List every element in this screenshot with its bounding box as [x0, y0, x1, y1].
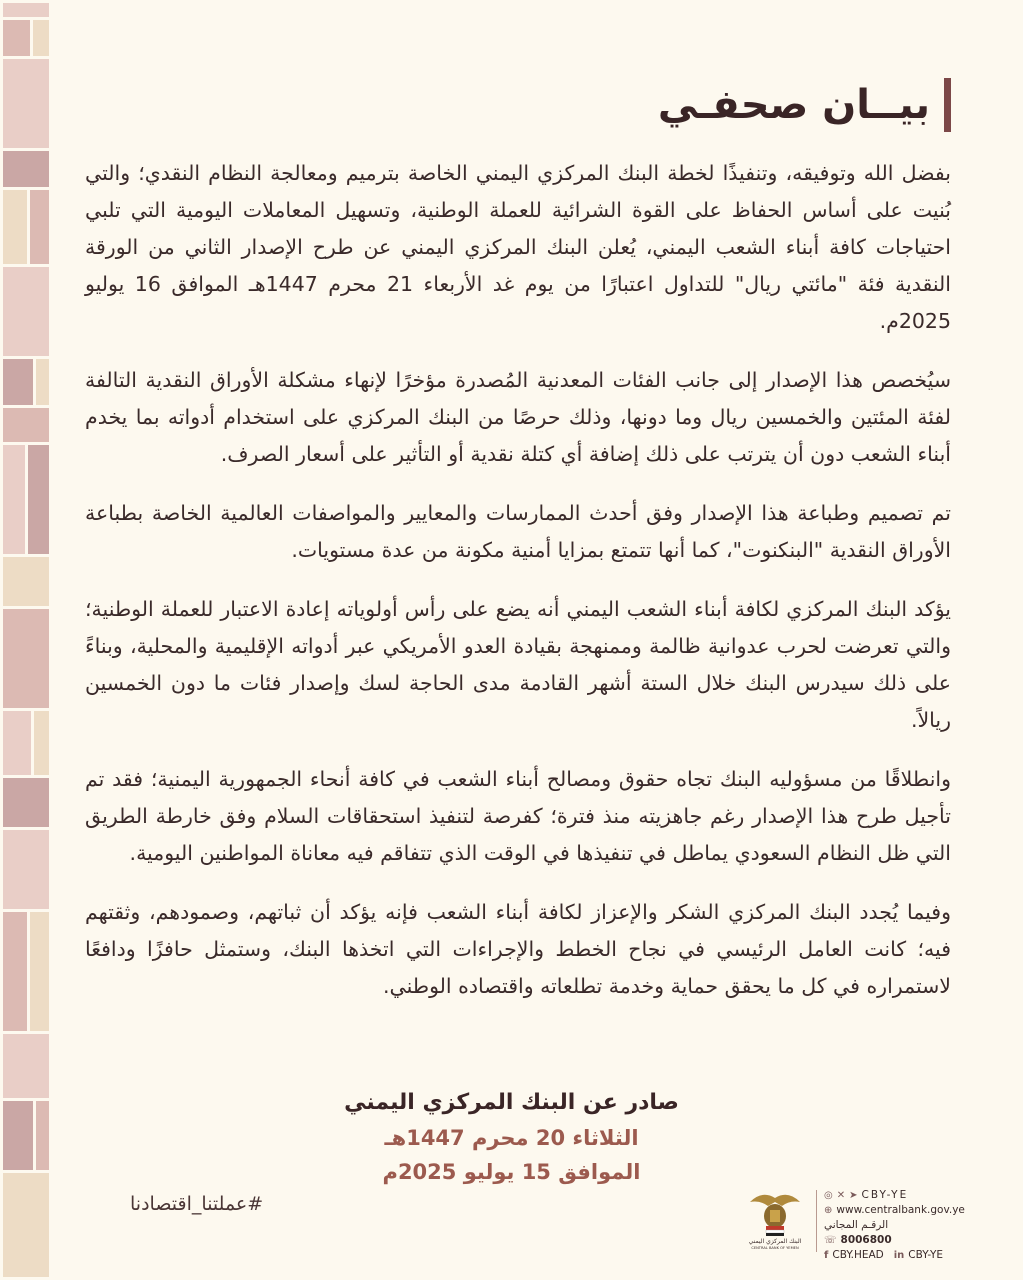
gregorian-date: الموافق 15 يوليو 2025م — [382, 1160, 641, 1184]
paragraph: وانطلاقًا من مسؤوليه البنك تجاه حقوق ومصالح أبناء الشعب في كافة أنحاء الجمهورية اليمنية؛ فقد تم تأجيل طرح هذا الإصدار رغم جاهزيته منذ فترة؛ كفرصة لتنفيذ استحقاقات السلام وفق خارطة الطريق التي ظل النظام السعودي يماطل في تنفيذها في الوقت الذي تتفاقم فيه معاناة المواطنين اليومية. — [85, 767, 951, 865]
facebook-icon: f — [824, 1250, 829, 1261]
telegram-icon: ➤ — [849, 1190, 858, 1201]
instagram-icon: ◎ — [824, 1190, 833, 1201]
footer — [742, 1188, 982, 1261]
website-row[interactable] — [824, 1203, 984, 1218]
social-accounts-row[interactable] — [824, 1248, 984, 1263]
phone-icon: ☏ — [824, 1235, 837, 1246]
facebook-handle: CBY.HEAD — [832, 1249, 884, 1261]
paragraph: يؤكد البنك المركزي لكافة أبناء الشعب اليمني أنه يضع على رأس أولوياته إعادة الاعتبار للعملة الوطنية؛ والتي تعرضت لحرب عدوانية ظالمة وممنهجة بقيادة العدو الأمريكي عبر أدواته الإقليمية والمحلية، وبناءً على ذلك سيدرس البنك خلال الستة أشهر القادمة مدى الحاجة لسك وإصدار فئات ما دون الخمسين ريالاً. — [85, 597, 951, 732]
contact-info — [824, 1188, 984, 1263]
hashtag[interactable]: #عملتنا_اقتصادنا — [130, 1193, 264, 1215]
hijri-date: الثلاثاء 20 محرم 1447هـ — [384, 1126, 639, 1150]
paragraph: بفضل الله وتوفيقه، وتنفيذًا لخطة البنك المركزي اليمني الخاصة بترميم ومعالجة النظام النقدي؛ والتي بُنيت على أساس الحفاظ على القوة الشرائية للعملة الوطنية، وتسهيل المعاملات اليومية التي تلبي احتياجات كافة أبناء الشعب اليمني، يُعلن البنك المركزي اليمني عن طرح الإصدار الثاني من الورقة النقدية فئة "مائتي ريال" للتداول اعتبارًا من يوم غد الأربعاء 21 محرم 1447هـ الموافق 16 يوليو 2025م. — [85, 161, 951, 333]
title-accent-bar — [944, 78, 951, 132]
paragraph: وفيما يُجدد البنك المركزي الشكر والإعزاز لكافة أبناء الشعب فإنه يؤكد أن ثباتهم، وصمودهم، وثقتهم فيه؛ كانت العامل الرئيسي في نجاح الخطط والإجراءات التي اتخذها البنك، وستمثل حافزًا ودافعًا لاستمراره في كل ما يحقق حماية وخدمة تطلعاته واقتصاده الوطني. — [85, 900, 951, 998]
logo-text-ar: البنك المركزي اليمني — [748, 1238, 802, 1245]
social-row[interactable] — [824, 1188, 984, 1203]
page-title: بيــان صحفـي — [657, 82, 930, 128]
x-icon: ✕ — [836, 1190, 846, 1201]
statement-body — [85, 155, 951, 1027]
paragraph: تم تصميم وطباعة هذا الإصدار وفق أحدث الممارسات والمعايير والمواصفات العالمية الخاصة بطباعة الأوراق النقدية "البنكنوت"، كما أنها تتمتع بمزايا أمنية مكونة من عدة مستويات. — [85, 501, 951, 562]
website: www.centralbank.gov.ye — [836, 1204, 965, 1216]
tollfree-row — [824, 1218, 984, 1233]
issuer-name: صادر عن البنك المركزي اليمني — [344, 1090, 679, 1115]
tollfree-number: 8006800 — [840, 1234, 892, 1246]
footer-divider — [816, 1190, 817, 1252]
linkedin-handle: CBY-YE — [908, 1249, 944, 1261]
logo-text-en: CENTRAL BANK OF YEMEN — [751, 1246, 799, 1250]
issuer-block — [0, 1085, 1023, 1189]
tollfree-label: الرقـم المجاني — [824, 1219, 889, 1231]
social-handle: CBY-YE — [861, 1189, 909, 1201]
globe-icon: ⊕ — [824, 1205, 833, 1216]
linkedin-icon: in — [893, 1250, 905, 1261]
central-bank-logo — [742, 1188, 808, 1250]
paragraph: سيُخصص هذا الإصدار إلى جانب الفئات المعدنية المُصدرة مؤخرًا لإنهاء مشكلة الأوراق النقدية التالفة لفئة المئتين والخمسين ريال وما دونها، وذلك حرصًا من البنك المركزي على استخدام أدواته بما يخدم أبناء الشعب دون أن يترتب على ذلك إضافة أي كتلة نقدية أو التأثير على أسعار الصرف. — [85, 368, 951, 466]
title-block — [658, 78, 951, 132]
phone-row[interactable] — [824, 1233, 984, 1248]
